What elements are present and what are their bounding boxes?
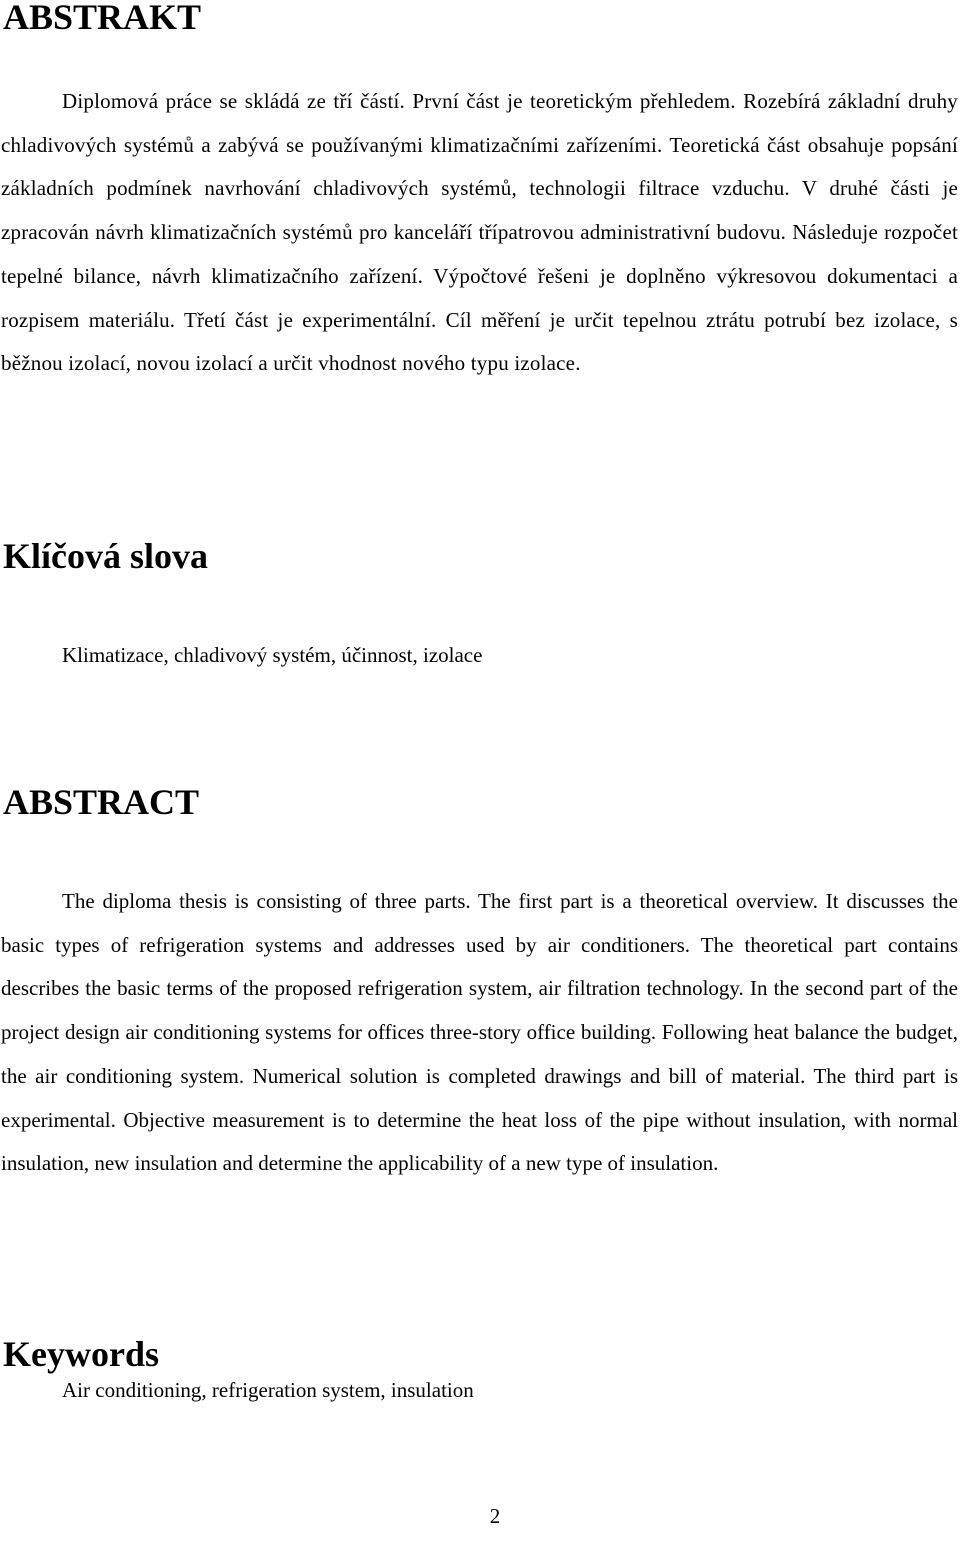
abstract-heading: ABSTRACT [3,782,200,822]
klicova-slova-heading: Klíčová slova [3,536,208,576]
abstrakt-paragraph: Diplomová práce se skládá ze tří částí. První část je teoretickým přehledem. Rozebírá základní druhy chladivových systémů a zabývá se používanými klimatizačními zařízeními. Teoretická část obsahuje popsání základních podmínek navrhování chladivových systémů, technologii filtrace vzduchu. V druhé části je zpracován návrh klimatizačních systémů pro kanceláří třípatrovou administrativní budovu. Následuje rozpočet tepelné bilance, návrh klimatizačního zařízení. Výpočtové řešeni je doplněno výkresovou dokumentaci a rozpisem materiálu. Třetí část je experimentální. Cíl měření je určit tepelnou ztrátu potrubí bez izolace, s běžnou izolací, novou izolací a určit vhodnost nového typu izolace. [1,89,958,376]
abstrakt-heading: ABSTRAKT [3,0,202,37]
page-number: 2 [489,1504,501,1528]
keywords-heading: Keywords [3,1334,159,1374]
abstract-paragraph: The diploma thesis is consisting of three parts. The first part is a theoretical overview. It discusses the basic types of refrigeration systems and addresses used by air conditioners. The theoretical part contains describes the basic terms of the proposed refrigeration system, air filtration technology. In the second part of the project design air conditioning systems for offices three-story office building. Following heat balance the budget, the air conditioning system. Numerical solution is completed drawings and bill of material. The third part is experimental. Objective measurement is to determine the heat loss of the pipe without insulation, with normal insulation, new insulation and determine the applicability of a new type of insulation. [1,889,958,1176]
keywords-text: Air conditioning, refrigeration system, insulation [62,1378,474,1402]
klicova-slova-text: Klimatizace, chladivový systém, účinnost, izolace [62,643,483,667]
